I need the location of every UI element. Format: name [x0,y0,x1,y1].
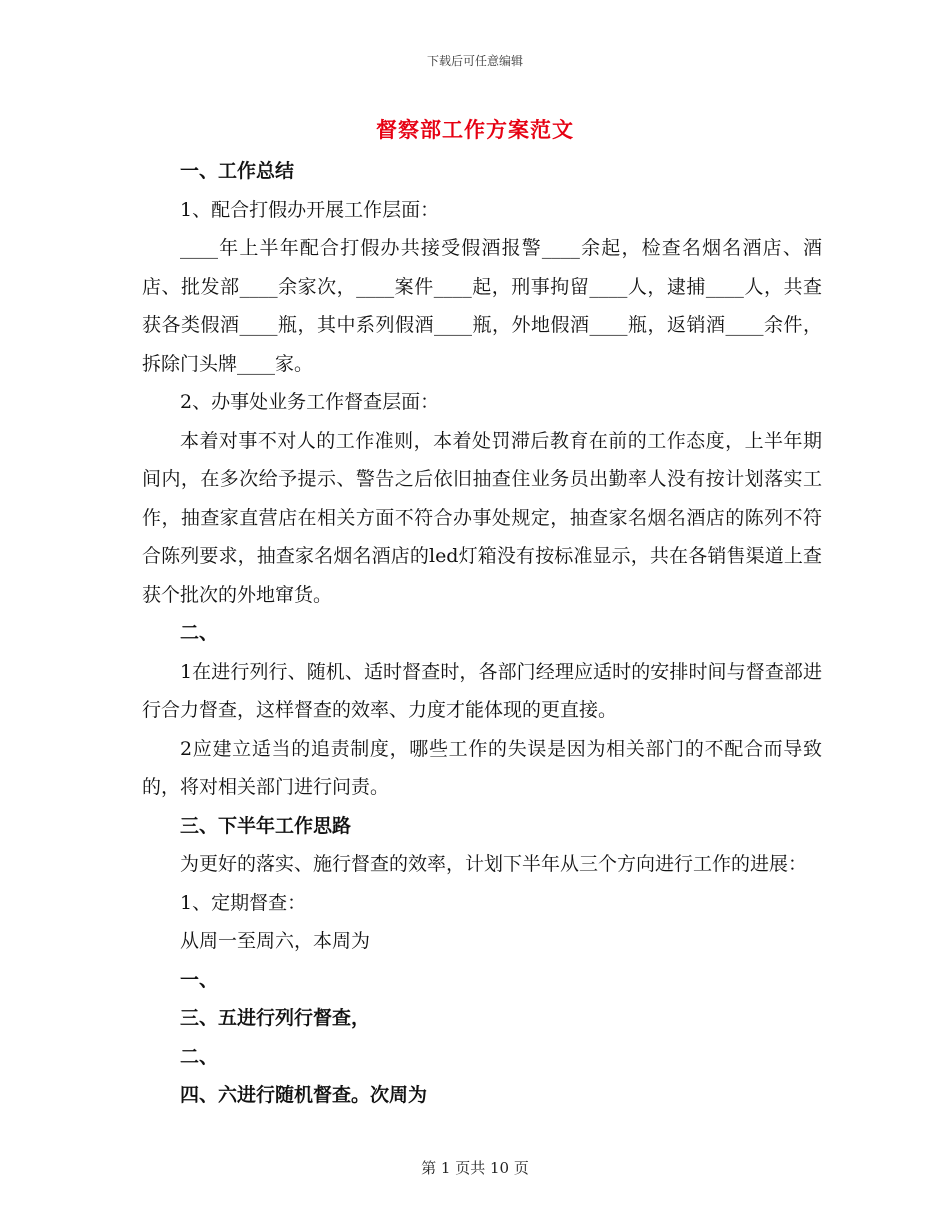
section-heading-two: 二、 [180,622,219,644]
paragraph-joint-supervision: 1在进行列行、随机、适时督查时，各部门经理应适时的安排时间与督查部进行合力督查，这样督查的效率、力度才能体现的更直接。 [142,660,822,721]
document-body [142,152,822,1115]
subheading-office-supervision: 2、办事处业务工作督查层面： [180,391,440,413]
page-header: 下载后可任意编辑 [426,54,523,68]
list-line-1: 一、 [180,968,219,991]
paragraph-plan-intro: 为更好的落实、施行督查的效率，计划下半年从三个方向进行工作的进展： [180,853,808,875]
section-heading-summary: 一、工作总结 [180,160,295,182]
paragraph-office-supervision: 本着对事不对人的工作准则，本着处罚滞后教育在前的工作态度，上半年期间内，在多次给予提示、警告之后依旧抽查住业务员出勤率人没有按计划落实工作，抽查家直营店在相关方面不符合办事处规定，抽查家名烟名酒店的陈列不符合陈列要求，抽查家名烟名酒店的led灯箱没有按标准显示，共在各销售渠道上查获个批次的外地窜货。 [142,429,822,606]
section-heading-plan: 三、下半年工作思路 [180,814,352,837]
subheading-regular-supervision: 1、定期督查： [180,891,307,914]
subheading-anti-counterfeit: 1、配合打假办开展工作层面： [180,198,440,221]
list-line-3: 二、 [180,1045,219,1068]
list-line-4: 四、六进行随机督查。次周为 [180,1084,428,1106]
document-title: 督察部工作方案范文 [376,117,574,142]
page-footer: 第 1 页共 10 页 [421,1159,529,1177]
paragraph-accountability: 2应建立适当的追责制度，哪些工作的失误是因为相关部门的不配合而导致的，将对相关部门进行问责。 [142,737,822,798]
list-line-2: 三、五进行列行督查， [180,1007,371,1029]
paragraph-anti-counterfeit: ____年上半年配合打假办共接受假酒报警____余起，检查名烟名酒店、酒店、批发部____余家次，____案件____起，刑事拘留____人，逮捕____人，共查获各类假酒____瓶，其中系列假酒____瓶，外地假酒____瓶，返销酒____余件，拆除门头牌____家。 [142,237,822,375]
paragraph-schedule: 从周一至周六，本周为 [180,930,371,952]
